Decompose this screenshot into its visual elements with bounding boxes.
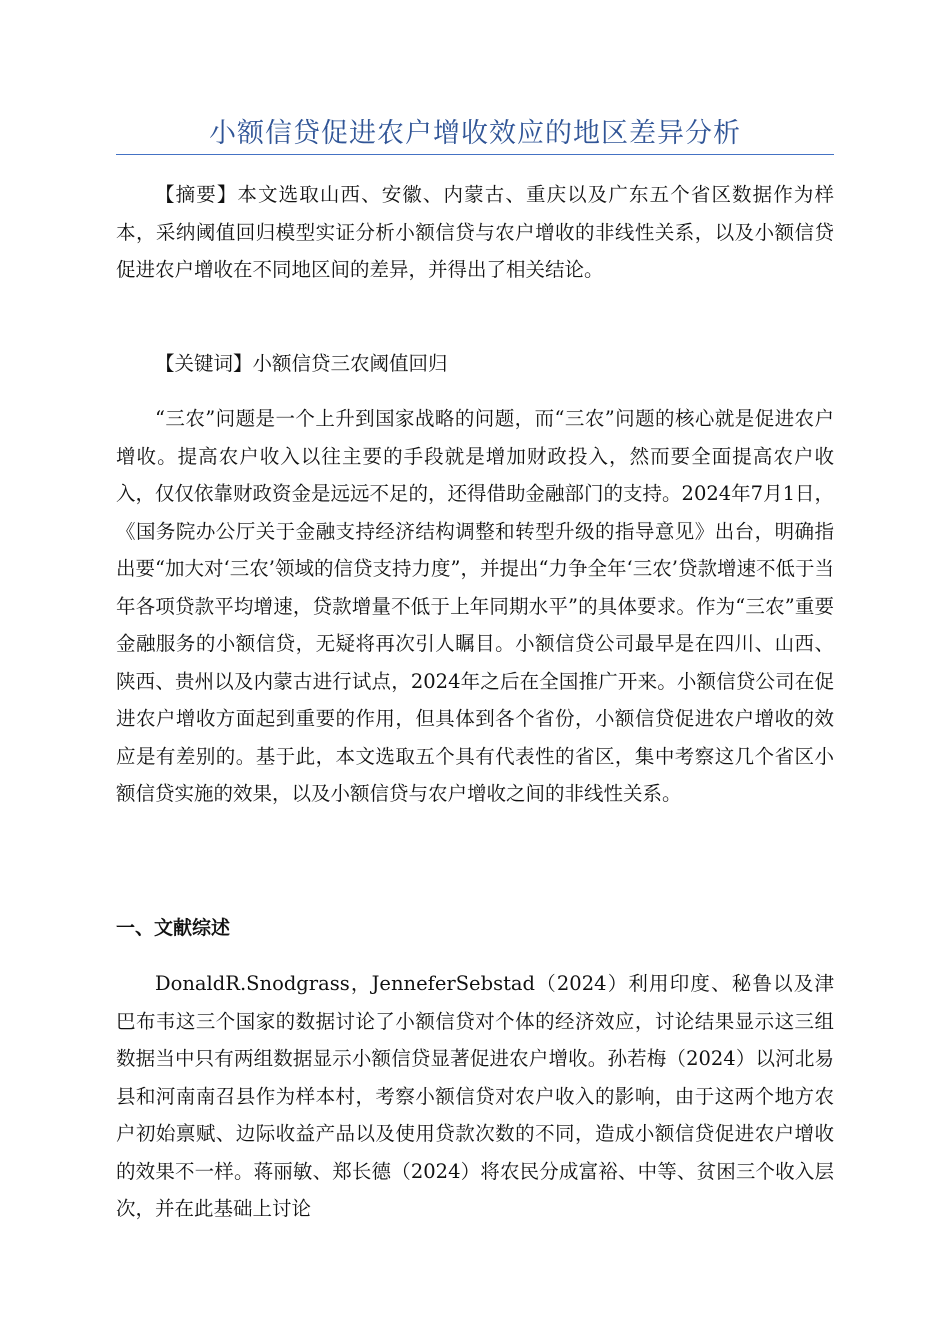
abstract-paragraph: 【摘要】本文选取山西、安徽、内蒙古、重庆以及广东五个省区数据作为样本，采纳阈值回归模型实证分析小额信贷与农户增收的非线性关系，以及小额信贷促进农户增收在不同地区间的差异，并得出了相关结论。: [116, 183, 834, 281]
section-heading-literature-review: 一、文献综述: [116, 917, 231, 939]
title-underline: [116, 154, 834, 155]
document-title: 小额信贷促进农户增收效应的地区差异分析: [209, 118, 741, 149]
keywords-paragraph: 【关键词】小额信贷三农阈值回归: [155, 352, 448, 375]
literature-review-paragraph: DonaldR.Snodgrass，JenneferSebstad（2024）利用印度、秘鲁以及津巴布韦这三个国家的数据讨论了小额信贷对个体的经济效应，讨论结果显示这三组数据当中只有两组数据显示小额信贷显著促进农户增收。孙若梅（2024）以河北易县和河南南召县作为样本村，考察小额信贷对农户收入的影响，由于这两个地方农户初始禀赋、边际收益产品以及使用贷款次数的不同，造成小额信贷促进农户增收的效果不一样。蒋丽敏、郑长德（2024）将农民分成富裕、中等、贫困三个收入层次，并在此基础上讨论: [116, 972, 834, 1220]
intro-paragraph: “三农”问题是一个上升到国家战略的问题，而“三农”问题的核心就是促进农户增收。提高农户收入以往主要的手段就是增加财政投入，然而要全面提高农户收入，仅仅依靠财政资金是远远不足的，还得借助金融部门的支持。2024年7月1日，《国务院办公厅关于金融支持经济结构调整和转型升级的指导意见》出台，明确指出要“加大对‘三农’领域的信贷支持力度”，并提出“力争全年‘三农’贷款增速不低于当年各项贷款平均增速，贷款增量不低于上年同期水平”的具体要求。作为“三农”重要金融服务的小额信贷，无疑将再次引人瞩目。小额信贷公司最早是在四川、山西、陕西、贵州以及内蒙古进行试点，2024年之后在全国推广开来。小额信贷公司在促进农户增收方面起到重要的作用，但具体到各个省份，小额信贷促进农户增收的效应是有差别的。基于此，本文选取五个具有代表性的省区，集中考察这几个省区小额信贷实施的效果，以及小额信贷与农户增收之间的非线性关系。: [116, 407, 834, 805]
